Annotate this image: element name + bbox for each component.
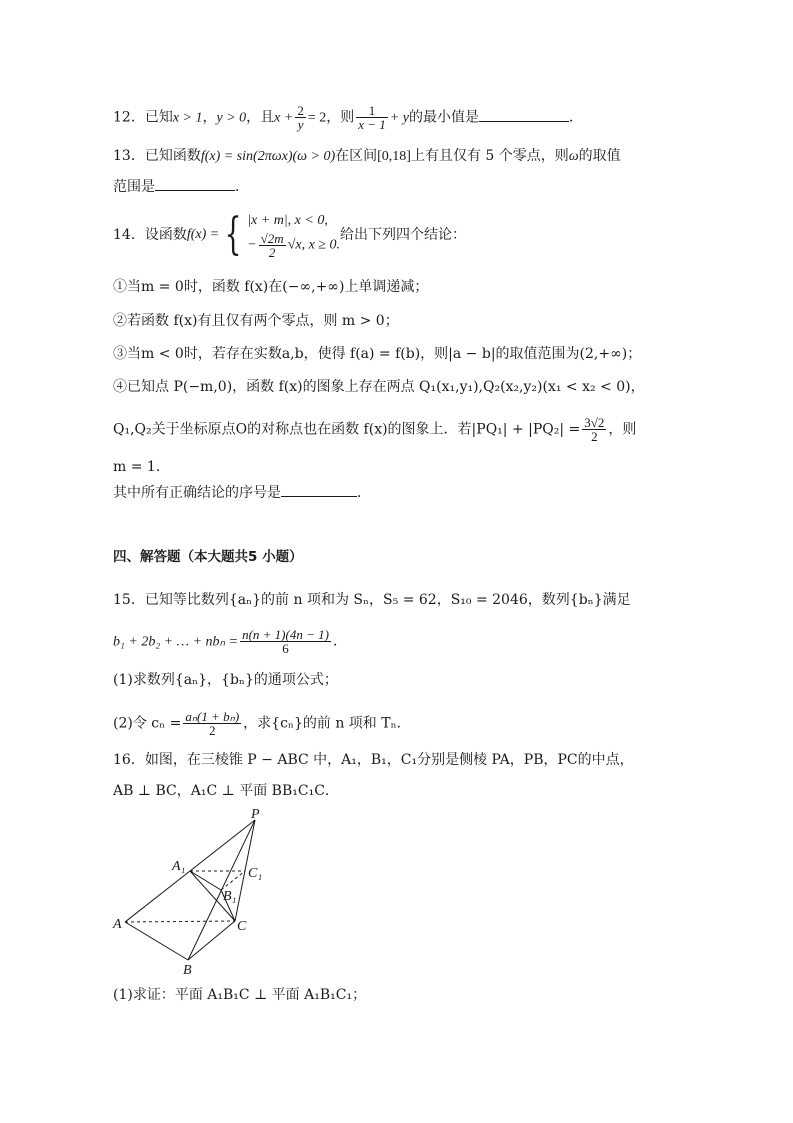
label-C1: C₁ xyxy=(248,866,263,881)
q14-statement-3: ③当m < 0时，若存在实数a,b，使得 f(a) = f(b)，则|a − b|的取值范围为(2,+∞)； xyxy=(113,346,642,362)
question-15: 15．已知等比数列{aₙ}的前 n 项和为 Sₙ，S₅ = 62，S₁₀ = 2046，数列{bₙ}满足 xyxy=(113,592,631,608)
q14-statement-4: ④已知点 P(−m,0)，函数 f(x)的图象上存在两点 Q₁(x₁,y₁),Q₂(x₂,y₂)(x₁ < x₂ < 0)， xyxy=(113,379,645,395)
q14-fraction-3-root2-over-2: $\frac{3√2}{2}$ xyxy=(584,415,605,444)
pyramid-figure xyxy=(110,808,280,978)
q15-fraction: $\frac{n(n + 1)(4n - 1)}{6}$ xyxy=(242,627,329,656)
q14-number: 14． xyxy=(113,226,145,243)
question-12: 12．已知x > 1，y > 0，且x + $\frac{2}{y}$ = 2，则 $\frac{1}{x - 1}$ + y的最小值是 ． xyxy=(113,103,583,132)
q15-part-1: (1)求数列{aₙ}，{bₙ}的通项公式； xyxy=(113,672,338,688)
q14-statement-4-end: m = 1． xyxy=(113,459,170,475)
label-B: B xyxy=(183,963,192,978)
q12-answer-blank[interactable] xyxy=(479,107,569,122)
edge-AC-dashed xyxy=(125,921,235,922)
question-16: 16．如图，在三棱锥 P − ABC 中，A₁，B₁，C₁分别是侧棱 PA，PB，PC的中点， xyxy=(113,752,634,768)
question-13-line-2: 范围是 ． xyxy=(113,176,249,197)
label-A: A xyxy=(113,917,122,932)
label-A1: A₁ xyxy=(172,859,186,874)
q16-part-1: (1)求证：平面 A₁B₁C ⊥ 平面 A₁B₁C₁； xyxy=(113,987,367,1003)
question-14: 14．设函数f(x) = { |x + m|, x < 0, − $\frac{√2m}{2}$ √x, x ≥ 0. 给出下列四个结论： xyxy=(113,208,466,260)
label-B1: B₁ xyxy=(223,889,237,904)
q14-answer-blank[interactable] xyxy=(281,482,357,497)
piecewise-brace: { xyxy=(224,208,242,260)
q14-statement-2: ②若函数 f(x)有且仅有两个零点，则 m > 0； xyxy=(113,313,399,329)
piecewise-cases: |x + m|, x < 0, − $\frac{√2m}{2}$ √x, x ≥ 0. xyxy=(247,213,340,260)
q12-number: 12． xyxy=(113,109,145,126)
question-16-line-2: AB ⊥ BC，A₁C ⊥ 平面 BB₁C₁C． xyxy=(113,783,339,799)
question-15-line-2: b₁ + 2b₂ + … + nbₙ = $\frac{n(n + 1)(4n - 1)}{6}$ ． xyxy=(113,627,347,656)
q13-number: 13． xyxy=(113,148,145,164)
section-heading: 四、解答题（本大题共5 小题） xyxy=(113,549,303,565)
edge-AB xyxy=(125,922,188,960)
edge-A1B1 xyxy=(190,871,221,890)
q12-fraction-1-over-x-minus-1: $\frac{1}{x - 1}$ xyxy=(358,103,386,132)
label-C: C xyxy=(237,919,247,934)
q15-number: 15． xyxy=(113,592,145,608)
q14-final-prompt: 其中所有正确结论的序号是 ． xyxy=(113,482,371,503)
question-13: 13．已知函数f(x) = sin(2πωx)(ω > 0)在区间[0,18]上有且仅有 5 个零点，则ω的取值 xyxy=(113,148,621,164)
q13-answer-blank[interactable] xyxy=(155,176,235,191)
edge-BC xyxy=(188,921,235,960)
q14-statement-4-cont: Q₁,Q₂关于坐标原点O的对称点也在函数 f(x)的图象上．若|PQ₁| + |PQ₂| = $\frac{3√2}{2}$ ，则 xyxy=(113,415,637,444)
label-P: P xyxy=(251,808,260,822)
q12-fraction-2-over-y: $\frac{2}{y}$ xyxy=(297,103,304,132)
q15-part-2: (2)令 cₙ = $\frac{\text{aₙ(1 + bₙ)}}{2}$ ，求{cₙ}的前 n 项和 Tₙ． xyxy=(113,709,411,738)
q15-cn-fraction: $\frac{\text{aₙ(1 + bₙ)}}{2}$ xyxy=(185,709,240,738)
q14-statement-1: ①当m = 0时，函数 f(x)在(−∞,+∞)上单调递减； xyxy=(113,279,429,295)
q16-number: 16． xyxy=(113,752,145,768)
